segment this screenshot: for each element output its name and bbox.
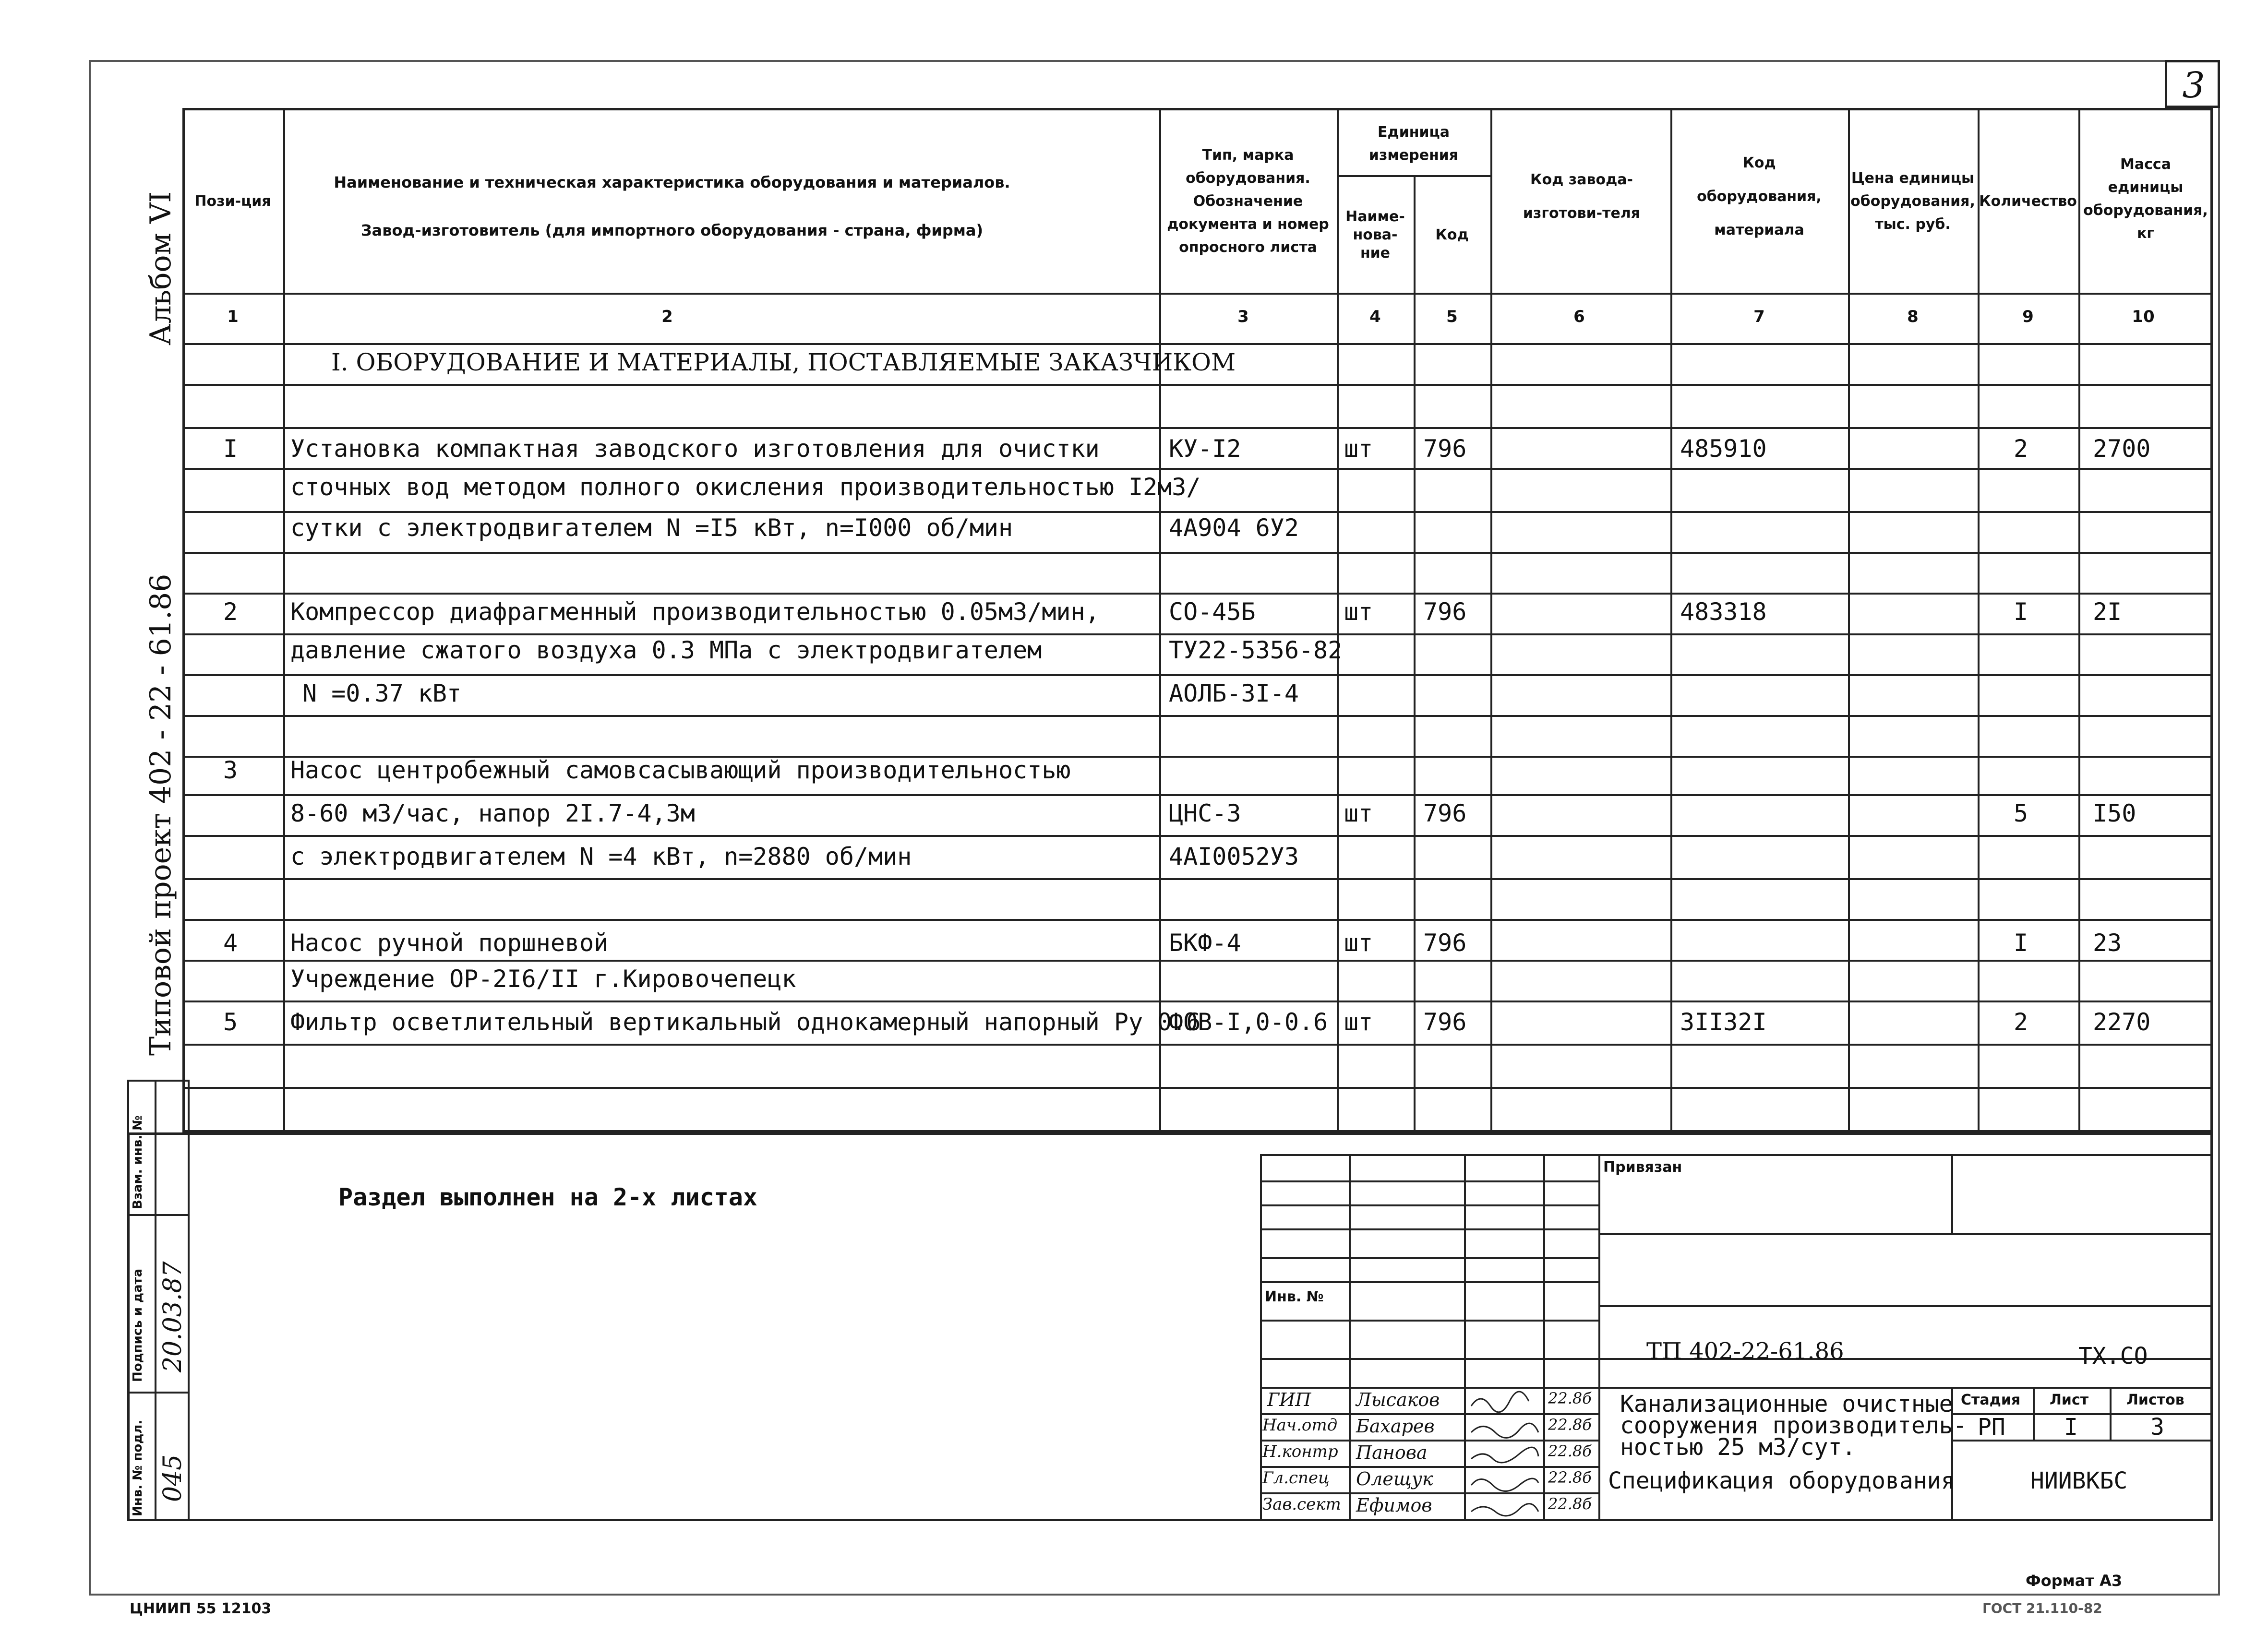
cell-pos: 4: [223, 929, 238, 957]
tb-title-4: Спецификация оборудования: [1608, 1467, 1955, 1494]
tb-stage: РП: [1978, 1414, 2005, 1441]
cell-ucode: 796: [1423, 598, 1467, 626]
row-line: [182, 384, 2213, 386]
tb-title-1: Канализационные очистные: [1620, 1391, 1953, 1418]
header-bottom: [182, 293, 2213, 295]
tb-line: [1260, 1387, 2213, 1389]
col-line: [1490, 108, 1492, 1132]
cell-pos: I: [223, 435, 238, 463]
header-unit-group: Единица измерения: [1368, 124, 1459, 164]
col-num: 5: [1446, 307, 1458, 326]
row-line: [182, 1044, 2213, 1046]
tb-date: 22.8б: [1548, 1442, 1592, 1460]
cell-code: 483318: [1680, 598, 1767, 626]
cell-name: сутки с электродвигателем N =I5 кВт, n=I000 об/мин: [290, 514, 1013, 542]
col-line: [1159, 108, 1161, 1132]
section-title: I. ОБОРУДОВАНИЕ И МАТЕРИАЛЫ, ПОСТАВЛЯЕМЫЕ ЗАКАЗЧИКОМ: [331, 348, 1236, 376]
tb-line: [1598, 1154, 1600, 1521]
cell-name: давление сжатого воздуха 0.3 МПа с электродвигателем: [290, 636, 1042, 664]
tb-role: Зав.сект: [1262, 1495, 1341, 1514]
tb-name: Ефимов: [1356, 1495, 1432, 1516]
col-line: [1978, 108, 1980, 1132]
stamp-sign-label: Подпись и дата: [131, 1268, 145, 1382]
stamp-inv-value: 045: [158, 1454, 187, 1502]
cell-qty: 5: [2014, 799, 2028, 827]
header-code: Код оборудования, материала: [1697, 155, 1822, 238]
col-num: 4: [1369, 307, 1381, 326]
cell-qty: I: [2014, 598, 2028, 626]
tb-line: [1260, 1320, 1598, 1322]
cell-name: Фильтр осветлительный вертикальный однокамерный напорный Ру 0.6: [290, 1008, 1201, 1036]
tb-line: [1260, 1180, 1598, 1182]
cell-mass: I50: [2093, 799, 2136, 827]
cell-name: Установка компактная заводского изготовления для очистки: [290, 435, 1100, 463]
colnum-bottom: [182, 343, 2213, 345]
row-line: [182, 511, 2213, 513]
tb-line: [1260, 1204, 1598, 1206]
row-line: [182, 794, 2213, 796]
tb-name: Панова: [1356, 1442, 1428, 1463]
cell-unit: шт: [1344, 929, 1373, 957]
cell-ucode: 796: [1423, 435, 1467, 463]
row-line: [182, 960, 2213, 962]
header-name: Наименование и техническая характеристика оборудования и материалов. Завод-изготовитель (для импортного оборудования - страна, фирма): [334, 173, 1010, 239]
tb-line: [1260, 1228, 1598, 1230]
tb-date: 22.8б: [1548, 1468, 1592, 1487]
cell-unit: шт: [1344, 1008, 1373, 1036]
footer-format: Формат А3: [2026, 1572, 2123, 1590]
cell-name: Насос центробежный самовсасывающий производительностью: [290, 756, 1071, 784]
col-num: 3: [1237, 307, 1249, 326]
col-line: [2078, 108, 2080, 1132]
tb-line: [1260, 1492, 1598, 1494]
cell-mass: 2I: [2093, 598, 2122, 626]
tb-name: Бахарев: [1356, 1416, 1435, 1437]
tb-doc: ТХ.СО: [2078, 1343, 2148, 1370]
header-qty: Количество: [1979, 193, 2077, 210]
cell-unit: шт: [1344, 799, 1373, 827]
cell-type: СО-45Б: [1169, 598, 1256, 626]
col-line: [1848, 108, 1850, 1132]
row-line: [182, 633, 2213, 635]
cell-pos: 3: [223, 756, 238, 784]
cell-name: Компрессор диафрагменный производительностью 0.05м3/мин,: [290, 598, 1100, 626]
cell-unit: шт: [1344, 435, 1373, 463]
cell-name: Насос ручной поршневой: [290, 929, 609, 957]
tb-name: Лысаков: [1356, 1389, 1440, 1410]
cell-unit: шт: [1344, 598, 1373, 626]
col-line: [283, 108, 285, 1132]
tb-privyazan: Привязан: [1603, 1159, 1682, 1176]
col-line: [1337, 108, 1339, 1132]
row-line: [182, 593, 2213, 595]
cell-code: 3II32I: [1680, 1008, 1767, 1036]
row-line: [182, 715, 2213, 717]
header-price: Цена единицы оборудования, тыс. руб.: [1850, 170, 1975, 233]
section-note: Раздел выполнен на 2-х листах: [338, 1183, 757, 1211]
tb-code: ТП 402-22-61.86: [1646, 1338, 1844, 1365]
col-num: 6: [1573, 307, 1585, 326]
cell-name: с электродвигателем N =4 кВт, n=2880 об/мин: [290, 843, 912, 870]
cell-type: БКФ-4: [1169, 929, 1241, 957]
tb-name: Олещук: [1356, 1468, 1433, 1489]
row-line: [182, 835, 2213, 837]
tb-line: [1598, 1305, 2213, 1307]
tb-line: [1260, 1466, 1598, 1468]
signature-scribbles: [1466, 1387, 1543, 1521]
footer-left: ЦНИИП 55 12103: [130, 1600, 272, 1617]
cell-type: АОЛБ-3I-4: [1169, 679, 1299, 707]
cell-type: 4A904 6У2: [1169, 514, 1299, 542]
tb-role: Нач.отд: [1262, 1416, 1338, 1435]
cell-mass: 2270: [2093, 1008, 2151, 1036]
tb-role: Гл.спец: [1262, 1468, 1330, 1488]
cell-ucode: 796: [1423, 929, 1467, 957]
row-line: [182, 1001, 2213, 1002]
sheet-number-box: [2165, 60, 2220, 108]
header-factory: Код завода-изготови-теля: [1523, 171, 1641, 222]
tb-date: 22.8б: [1548, 1416, 1592, 1434]
tb-line: [1598, 1233, 2213, 1235]
col-num: 8: [1907, 307, 1919, 326]
row-line: [182, 919, 2213, 921]
tb-line: [1260, 1281, 1598, 1283]
tb-inv-no: Инв. №: [1265, 1288, 1324, 1305]
cell-mass: 23: [2093, 929, 2122, 957]
stamp-inv-label: Инв. № подл.: [131, 1419, 145, 1516]
tb-date: 22.8б: [1548, 1389, 1592, 1407]
cell-mass: 2700: [2093, 435, 2151, 463]
cell-pos: 2: [223, 598, 238, 626]
tb-line: [1260, 1257, 1598, 1259]
tb-title-2: сооружения производитель-: [1620, 1412, 1967, 1439]
header-unit-code: Код: [1435, 226, 1469, 243]
tb-sheets: 3: [2150, 1414, 2164, 1441]
cell-qty: 2: [2014, 435, 2028, 463]
tb-date: 22.8б: [1548, 1495, 1592, 1513]
tb-stage-header: Стадия: [1961, 1392, 2021, 1408]
tb-line: [1260, 1440, 1598, 1441]
cell-code: 485910: [1680, 435, 1767, 463]
tb-org: НИИВКБС: [2030, 1467, 2128, 1494]
tb-title-3: ностью 25 м3/сут.: [1620, 1434, 1856, 1461]
col-num: 1: [227, 307, 239, 326]
cell-type: ТУ22-5356-82: [1169, 636, 1343, 664]
cell-name: 8-60 м3/час, напор 2I.7-4,3м: [290, 799, 695, 827]
tb-role: ГИП: [1267, 1389, 1311, 1410]
row-line: [182, 878, 2213, 880]
cell-type: ЦНС-3: [1169, 799, 1241, 827]
header-mass: Масса единицы оборудования, кг: [2083, 156, 2208, 242]
col-line: [1414, 175, 1416, 1132]
col-line: [1670, 108, 1672, 1132]
header-type: Тип, марка оборудования. Обозначение документа и номер опросного листа: [1167, 147, 1329, 256]
header-unit-name: Наиме-нова-ние: [1345, 208, 1405, 262]
unit-group-line: [1337, 175, 1490, 177]
footer-right: ГОСТ 21.110-82: [1982, 1600, 2102, 1616]
row-line: [182, 552, 2213, 554]
header-pos: Пози-ция: [194, 193, 271, 210]
cell-ucode: 796: [1423, 1008, 1467, 1036]
row-line: [182, 427, 2213, 429]
col-num: 2: [661, 307, 673, 326]
cell-pos: 5: [223, 1008, 238, 1036]
row-line: [182, 674, 2213, 676]
row-line: [182, 468, 2213, 470]
project-label: Типовой проект 402 - 22 - 61.86: [144, 573, 178, 1056]
col-num: 7: [1753, 307, 1765, 326]
sheet-number: 3: [2182, 65, 2205, 106]
cell-qty: 2: [2014, 1008, 2028, 1036]
tb-line: [1260, 1413, 1598, 1415]
cell-type: КУ-I2: [1169, 435, 1241, 463]
cell-type: 4АI0052У3: [1169, 843, 1299, 870]
cell-type: ФОВ-I,0-0.6: [1169, 1008, 1328, 1036]
col-num: 9: [2022, 307, 2034, 326]
tb-role: Н.контр: [1262, 1442, 1338, 1461]
col-num: 10: [2132, 307, 2155, 326]
cell-name: сточных вод методом полного окисления производительностью I2м3/: [290, 473, 1201, 501]
tb-sheet: I: [2064, 1414, 2078, 1441]
stamp-vzam-label: Взам. инв. №: [131, 1115, 145, 1209]
cell-name: N =0.37 кВт: [302, 679, 462, 707]
stamp-sign-value: 20.03.87: [158, 1261, 187, 1372]
album-label: Альбом VI: [144, 191, 178, 345]
tb-sheet-header: Лист: [2050, 1392, 2089, 1408]
cell-qty: I: [2014, 929, 2028, 957]
tb-line: [1951, 1154, 1953, 1233]
tb-sheets-header: Листов: [2126, 1392, 2184, 1408]
cell-name: Учреждение ОР-2I6/II г.Кировочепецк: [290, 965, 796, 993]
row-line: [182, 1087, 2213, 1089]
cell-ucode: 796: [1423, 799, 1467, 827]
